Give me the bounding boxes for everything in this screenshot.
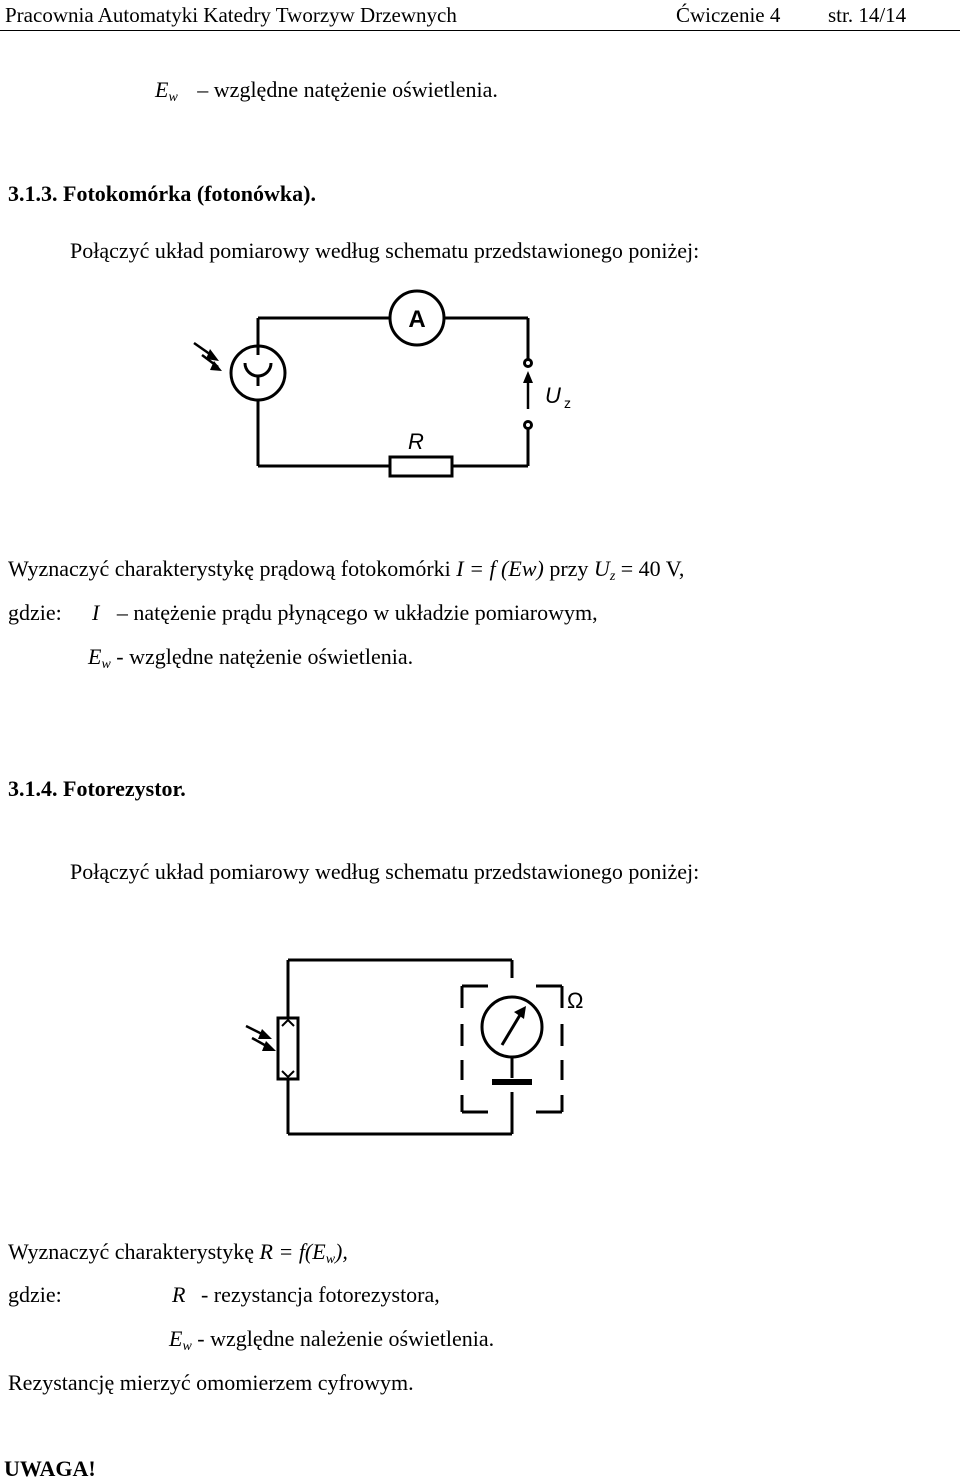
section-314-note: Rezystancję mierzyć omomierzem cyfrowym. — [8, 1370, 414, 1395]
header-exercise: Ćwiczenie 4 — [676, 3, 781, 27]
header-title: Pracownia Automatyki Katedry Tworzyw Drzewnych — [5, 3, 457, 27]
section-314-heading: 3.1.4. Fotorezystor. — [8, 776, 186, 801]
section-313-def1: I – natężenie prądu płynącego w układzie pomiarowym, — [92, 600, 598, 625]
voltage-sub-label: z — [564, 395, 571, 411]
header-page-number: str. 14/14 — [828, 3, 907, 27]
section-314-task: Wyznaczyć charakterystykę $R = f(E_w)$, — [8, 1239, 348, 1267]
photocell-circuit-diagram — [190, 285, 610, 485]
photoresistor-circuit-diagram — [240, 950, 620, 1150]
section-313-where: gdzie: — [8, 600, 62, 625]
section-313-task: Wyznaczyć charakterystykę prądową fotokomórki I = f (Ew) przy $U_z = 40$ V, — [8, 556, 685, 584]
top-def-sub: w — [168, 90, 178, 105]
section-314-def1: R - rezystancja fotorezystora, — [172, 1282, 440, 1307]
section-314-instruction: Połączyć układ pomiarowy według schematu przedstawionego poniżej: — [70, 859, 700, 884]
top-definition — [155, 77, 498, 105]
section-313-def2: $E_w$ - względne natężenie oświetlenia. — [88, 644, 414, 672]
section-313-heading: 3.1.3. Fotokomórka (fotonówka). — [8, 181, 316, 206]
task-formula: I = f (Ew) — [456, 556, 544, 581]
top-def-text: – względne natężenie oświetlenia. — [197, 77, 498, 102]
section-314-where: gdzie: — [8, 1282, 62, 1307]
resistor-label: R — [408, 429, 424, 454]
voltage-label: U — [545, 383, 561, 408]
ammeter-label: A — [408, 306, 426, 333]
ohm-label: Ω — [567, 988, 584, 1013]
warning-label: UWAGA! — [4, 1456, 96, 1481]
photoresistor-symbol — [278, 1018, 298, 1079]
resistor-symbol — [390, 457, 452, 476]
top-def-symbol: E — [155, 77, 169, 102]
section-314-def2: $E_w$ - względne należenie oświetlenia. — [169, 1326, 495, 1354]
section-313-instruction: Połączyć układ pomiarowy według schematu przedstawionego poniżej: — [70, 238, 700, 263]
